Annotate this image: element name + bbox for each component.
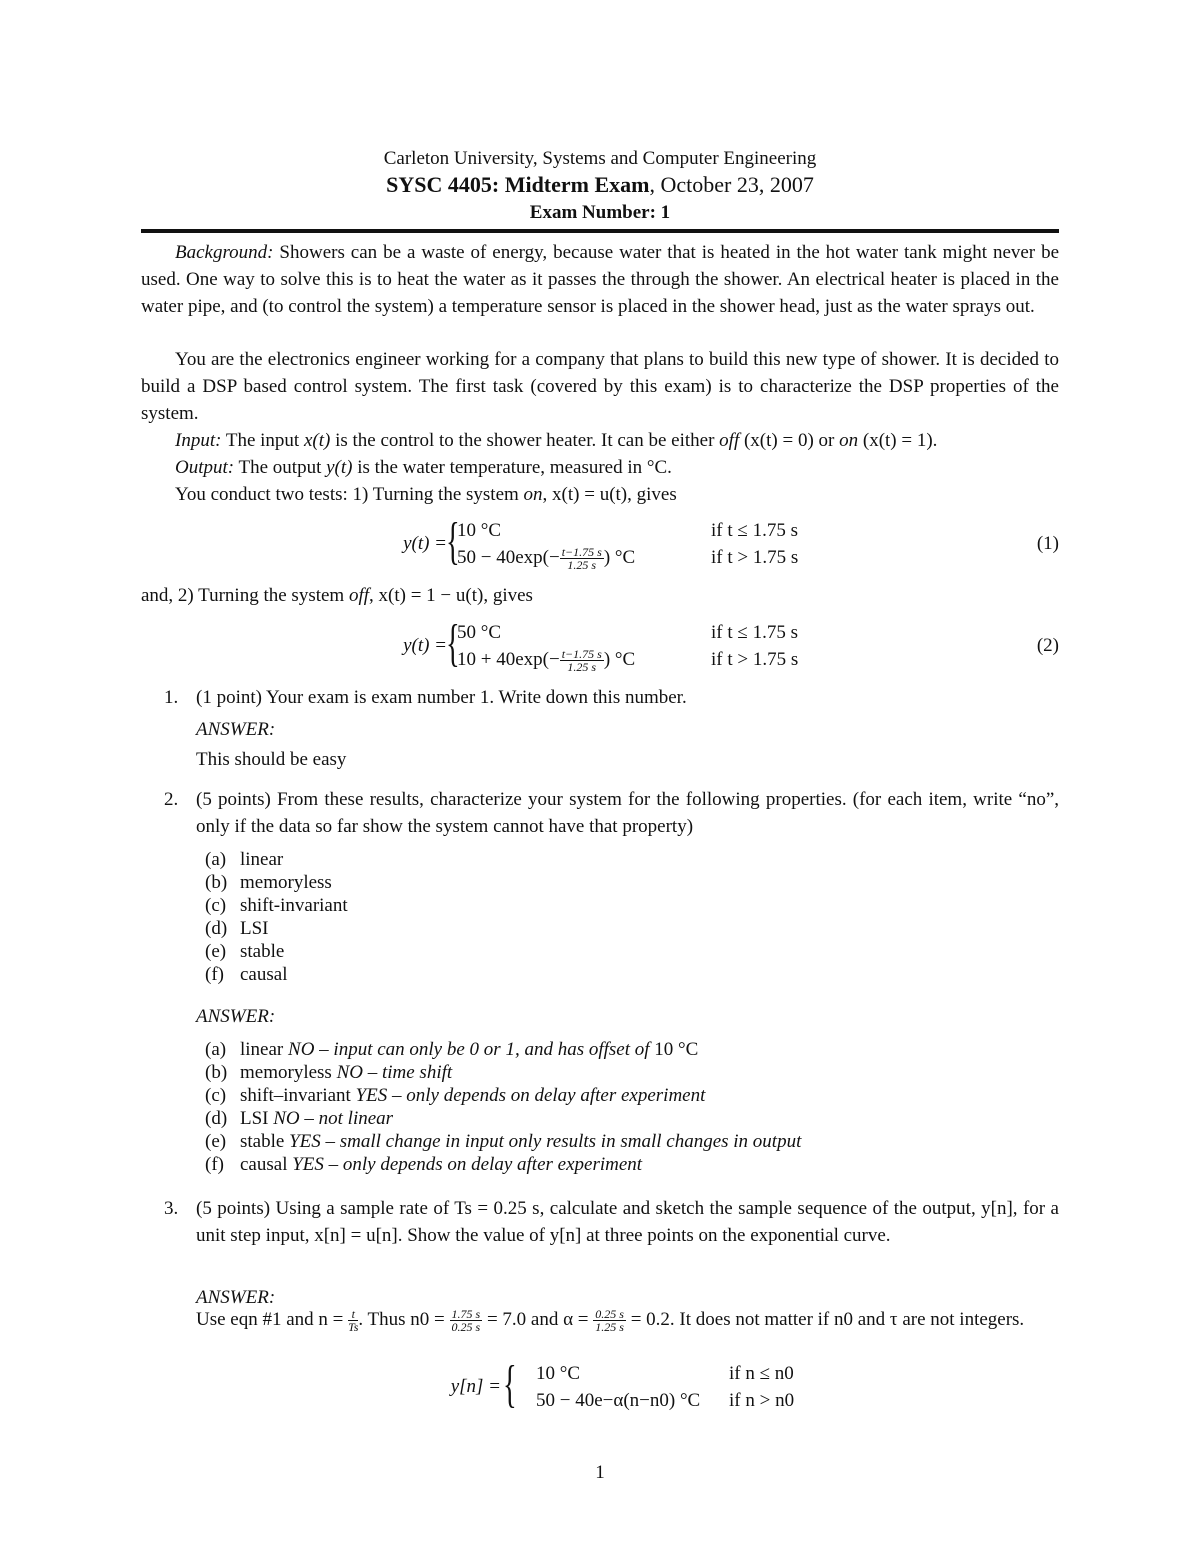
q2-property-list	[205, 848, 348, 986]
eq1-cond1: if t ≤ 1.75 s	[711, 520, 798, 541]
university-line: Carleton University, Systems and Computer Engineering	[383, 148, 817, 169]
eq2-number: (2)	[1036, 635, 1059, 656]
output-line	[141, 454, 1059, 481]
equation-2	[141, 615, 1059, 678]
q3-text: (5 points) Using a sample rate of Ts = 0.25 s, calculate and sketch the sample sequence of the output, y[n], for a unit step input, x[n] = u[n]. Show the value of y[n] at three points on the exponential curve.	[196, 1198, 1059, 1246]
header-rule	[141, 229, 1059, 233]
input-eq-off: (x(t) = 0) or	[739, 430, 840, 451]
list-item: (b) memoryless	[205, 872, 332, 893]
page-number: 1	[595, 1462, 605, 1483]
equation-3	[141, 1356, 1059, 1419]
input-eq-on: (x(t) = 1).	[858, 430, 938, 451]
exam-date: , October 23, 2007	[649, 172, 814, 197]
q2-answer-label: ANSWER:	[196, 1006, 276, 1027]
eq3-lhs: y[n] =	[450, 1376, 501, 1397]
q3-number: 3.	[164, 1198, 179, 1219]
and-text-a: and, 2) Turning the system	[141, 585, 349, 606]
eq2-brace: {	[446, 615, 460, 672]
eq1-frac-top: t−1.75 s	[561, 545, 602, 560]
eq1-number: (1)	[1036, 533, 1059, 554]
list-item: (b) memoryless NO – time shift	[205, 1062, 453, 1083]
q1-body	[196, 684, 1059, 773]
eq2-fraction	[560, 648, 604, 673]
q3-answer-text: Use eqn #1 and n = $\frac{t}{Ts}$ . Thus n0 = $\frac{1.75 s}{0.25 s}$ = 7.0 and α = $\frac{0.25 s}{1.25 s}$ = 0.2. It does not matter if n0 and τ are not integers.	[196, 1307, 1025, 1335]
list-item: (a) linear NO – input can only be 0 or 1, and has offset of 10 °C	[205, 1039, 699, 1060]
eq2-row2-a: 10 + 40exp(−	[457, 649, 560, 670]
tests-on: on	[523, 484, 543, 505]
eq3-cond2: if n > n0	[729, 1390, 795, 1411]
eq1-cond2: if t > 1.75 s	[711, 547, 799, 568]
input-text-b: is the control to the shower heater. It can be either	[330, 430, 720, 451]
eq1-frac-bot: 1.25 s	[567, 558, 597, 573]
eq1-brace: {	[446, 513, 460, 570]
list-item: (f) causal YES – only depends on delay after experiment	[205, 1154, 643, 1175]
q1-number: 1.	[164, 687, 179, 708]
and-line	[141, 582, 1059, 609]
tests-text-a: You conduct two tests: 1) Turning the system	[175, 484, 524, 505]
eq1-lhs: y(t) =	[403, 533, 447, 554]
q3-frac-2: $\frac{1.75 s}{0.25 s}$	[451, 1307, 481, 1335]
background-label: Background:	[175, 242, 274, 263]
eq3-brace: {	[503, 1356, 517, 1413]
eq1-row1: 10 °C	[457, 520, 502, 541]
list-item: (e) stable	[205, 941, 285, 962]
eq3-row1: 10 °C	[536, 1363, 581, 1384]
q2-text: (5 points) From these results, characterize your system for the following properties. (for each item, write “no”, only if the data so far show the system cannot have that property)	[196, 789, 1059, 837]
eq1-fraction	[560, 546, 604, 571]
list-item: (c) shift–invariant YES – only depends on delay after experiment	[205, 1085, 706, 1106]
eq1-row2-b: ) °C	[603, 547, 636, 568]
list-item: (f) causal	[205, 964, 288, 985]
q1-text: (1 point) Your exam is exam number 1. Write down this number.	[196, 687, 687, 708]
output-var: y(t)	[326, 457, 353, 478]
intro-paragraph: You are the electronics engineer working for a company that plans to build this new type of shower. It is decided to build a DSP based control system. The first task (covered by this exam) is to characterize the DSP properties of the system.	[141, 349, 1059, 424]
eq2-row2-b: ) °C	[603, 649, 636, 670]
eq2-cond2: if t > 1.75 s	[711, 649, 799, 670]
input-text-a: The input	[221, 430, 304, 451]
eq2-frac-top: t−1.75 s	[561, 647, 602, 662]
tests-text-b: , x(t) = u(t), gives	[542, 484, 677, 505]
eq2-cond1: if t ≤ 1.75 s	[711, 622, 798, 643]
input-var: x(t)	[303, 430, 331, 451]
output-text-a: The output	[234, 457, 327, 478]
input-line	[141, 427, 1059, 454]
q1-answer: This should be easy	[196, 749, 347, 770]
q2-number: 2.	[164, 789, 179, 810]
equation-1	[141, 513, 1059, 576]
q3-frac-3: $\frac{0.25 s}{1.25 s}$	[595, 1307, 624, 1335]
eq1-row2	[457, 544, 635, 571]
input-on: on	[839, 430, 859, 451]
exam-title	[141, 171, 1059, 198]
list-item: (c) shift-invariant	[205, 895, 348, 916]
input-off: off	[719, 430, 740, 451]
eq2-frac-bot: 1.25 s	[567, 660, 597, 675]
q3-answer-label: ANSWER:	[196, 1287, 276, 1308]
course-title: SYSC 4405: Midterm Exam	[386, 172, 650, 197]
list-item: (d) LSI	[205, 918, 269, 939]
eq3-row2: 50 − 40e−α(n−n0) °C	[536, 1390, 701, 1411]
eq3-cond1: if n ≤ n0	[729, 1363, 794, 1384]
eq2-lhs: y(t) =	[403, 635, 447, 656]
list-item: (d) LSI NO – not linear	[205, 1108, 394, 1129]
q1-answer-label: ANSWER:	[196, 719, 276, 740]
input-label: Input:	[175, 430, 222, 451]
output-text-b: is the water temperature, measured in °C.	[352, 457, 672, 478]
background-text: Showers can be a waste of energy, because water that is heated in the hot water tank might never be used. One way to solve this is to heat the water as it passes the through the shower. An electrical heater is placed in the water pipe, and (to control the system) a temperature sensor is placed in the shower head, just as the water sprays out.	[141, 242, 1059, 317]
eq2-row2	[457, 646, 635, 673]
eq1-row2-a: 50 − 40exp(−	[457, 547, 560, 568]
q3-frac-1: $\frac{t}{Ts}$	[348, 1307, 359, 1335]
eq2-row1: 50 °C	[457, 622, 502, 643]
exam-number: Exam Number: 1	[529, 202, 671, 223]
and-off: off	[348, 585, 370, 606]
and-text-b: , x(t) = 1 − u(t), gives	[369, 585, 533, 606]
list-item: (a) linear	[205, 849, 284, 870]
tests-line	[141, 481, 1059, 508]
list-item: (e) stable YES – small change in input only results in small changes in output	[205, 1131, 802, 1152]
background-paragraph	[141, 239, 1059, 320]
output-label: Output:	[175, 457, 235, 478]
q2-answer-list	[205, 1038, 801, 1176]
